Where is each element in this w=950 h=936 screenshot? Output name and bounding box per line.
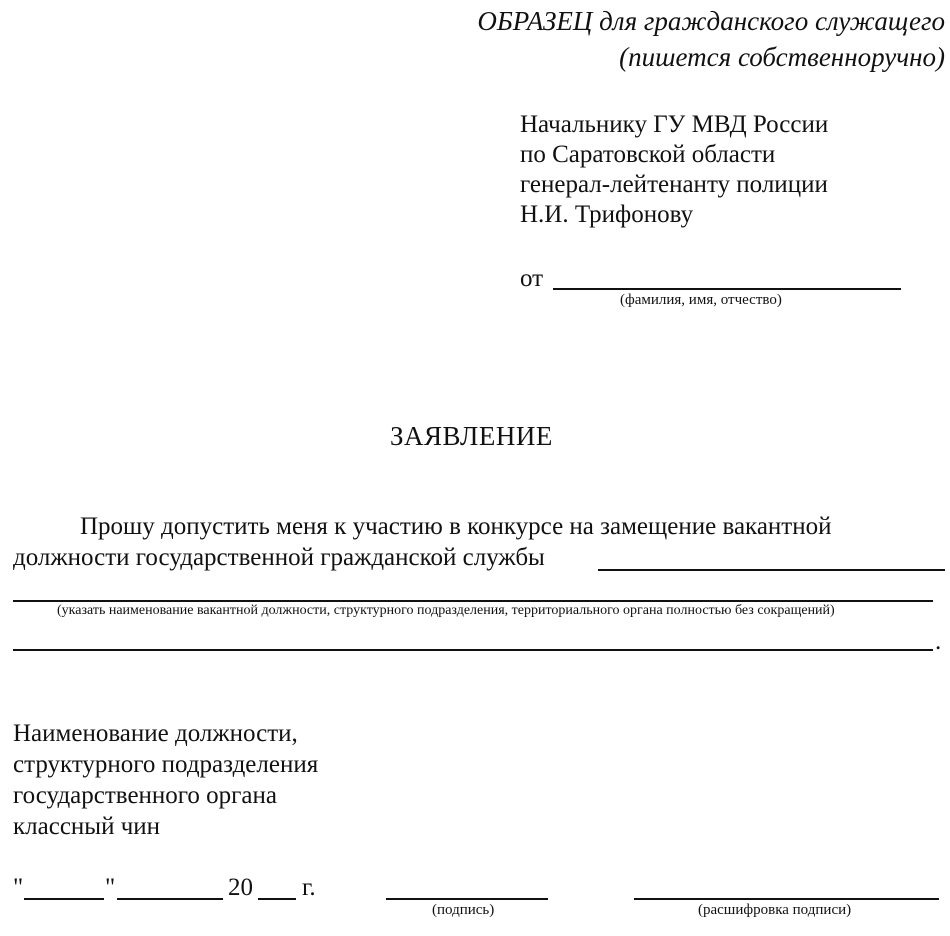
position-input-line3[interactable] — [13, 649, 933, 651]
date-year-prefix: 20 — [228, 874, 253, 901]
body-line1: Прошу допустить меня к участию в конкурсе на замещение вакантной — [80, 513, 832, 540]
end-period: . — [935, 628, 942, 655]
position-block-line4: классный чин — [13, 813, 161, 840]
signature-decode-line[interactable] — [634, 898, 939, 900]
date-year-suffix: г. — [302, 874, 316, 901]
addressee-line1: Начальнику ГУ МВД России — [520, 111, 829, 138]
sample-header-line1: ОБРАЗЕЦ для гражданского служащего — [477, 6, 945, 36]
signature-caption: (подпись) — [432, 902, 495, 918]
signature-line[interactable] — [386, 898, 548, 900]
date-month-line[interactable] — [117, 898, 223, 900]
sample-header-line2: (пишется собственноручно) — [619, 42, 945, 72]
document-title: ЗАЯВЛЕНИЕ — [390, 421, 553, 451]
from-caption: (фамилия, имя, отчество) — [620, 292, 782, 308]
position-input-line1[interactable] — [598, 569, 945, 571]
signature-decode-caption: (расшифровка подписи) — [698, 902, 852, 918]
from-name-line[interactable] — [553, 288, 901, 290]
date-quote-close: " — [105, 874, 116, 901]
position-block-line3: государственного органа — [13, 782, 278, 809]
position-input-line2[interactable] — [13, 600, 933, 602]
date-year-line[interactable] — [258, 898, 296, 900]
addressee-line3: генерал-лейтенанту полиции — [520, 171, 828, 198]
body-line2: должности государственной гражданской службы — [13, 544, 545, 571]
addressee-line2: по Саратовской области — [520, 141, 776, 168]
date-quote-open: " — [13, 874, 24, 901]
position-block-line2: структурного подразделения — [13, 751, 319, 778]
addressee-line4: Н.И. Трифонову — [520, 201, 694, 228]
date-day-line[interactable] — [24, 898, 104, 900]
position-caption: (указать наименование вакантной должности, структурного подразделения, территориального органа полностью без сокращений) — [57, 603, 835, 618]
from-label: от — [520, 265, 544, 292]
position-block-line1: Наименование должности, — [13, 720, 298, 747]
